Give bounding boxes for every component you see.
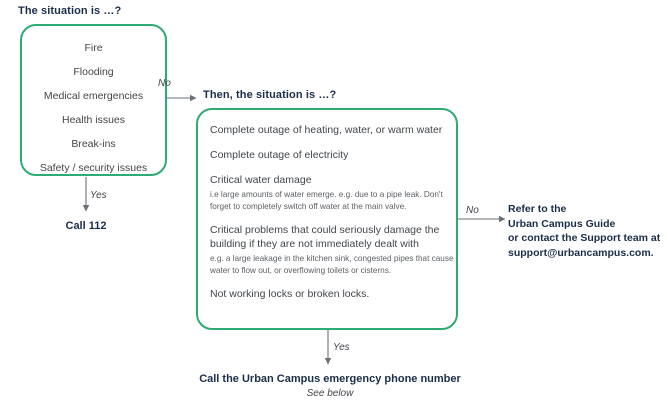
list-item: Break-ins: [71, 137, 116, 150]
outcome-call-112: Call 112: [65, 220, 107, 232]
list-item-main: Complete outage of heating, water, or warm water: [210, 124, 443, 136]
list-item: Health issues: [61, 113, 126, 126]
right-box-list: [198, 110, 456, 301]
list-item-main: Complete outage of electricity: [210, 149, 349, 161]
outcome-refer-block: [508, 202, 666, 260]
refer-line: Refer to the: [508, 203, 567, 215]
list-item-main: Critical problems that could seriously damage the building if they are not immediately dealt with: [210, 224, 440, 250]
edge-label-no-right: No: [466, 205, 479, 216]
outcome-emergency-main: Call the Urban Campus emergency phone number: [199, 373, 461, 385]
list-item: Medical emergencies: [43, 89, 144, 102]
list-item: [210, 287, 456, 301]
right-box-title: Then, the situation is …?: [203, 89, 337, 101]
left-box-title: The situation is …?: [18, 5, 122, 17]
left-decision-box: [20, 24, 167, 176]
list-item: [210, 148, 456, 162]
edge-label-yes-right: Yes: [333, 342, 350, 353]
left-box-list: [22, 26, 165, 180]
outcome-emergency-number: [180, 372, 480, 399]
list-item: Safety / security issues: [39, 161, 148, 174]
refer-line: or contact the Support team at: [508, 232, 661, 244]
outcome-emergency-sub: See below: [306, 388, 354, 399]
list-item: Flooding: [73, 65, 114, 78]
edge-label-no-left: No: [158, 78, 171, 89]
list-item: [210, 123, 456, 137]
list-item-main: Critical water damage: [210, 174, 312, 186]
list-item: Fire: [84, 41, 103, 54]
refer-line: Urban Campus Guide: [508, 217, 616, 230]
list-item-sub: e.g. a large leakage in the kitchen sink, congested pipes that cause water to flow out, or overflowing toilets or cisterns.: [210, 254, 454, 275]
refer-line-email: support@urbancampus.com.: [508, 246, 654, 259]
edge-label-yes-left: Yes: [90, 190, 107, 201]
list-item-main: Not working locks or broken locks.: [210, 288, 370, 300]
list-item-sub: i.e large amounts of water emerge. e.g. due to a pipe leak. Don't forget to completely switch off water at the main valve.: [210, 190, 443, 211]
right-decision-box: [196, 108, 458, 330]
list-item: [210, 173, 456, 212]
list-item: [210, 223, 456, 276]
